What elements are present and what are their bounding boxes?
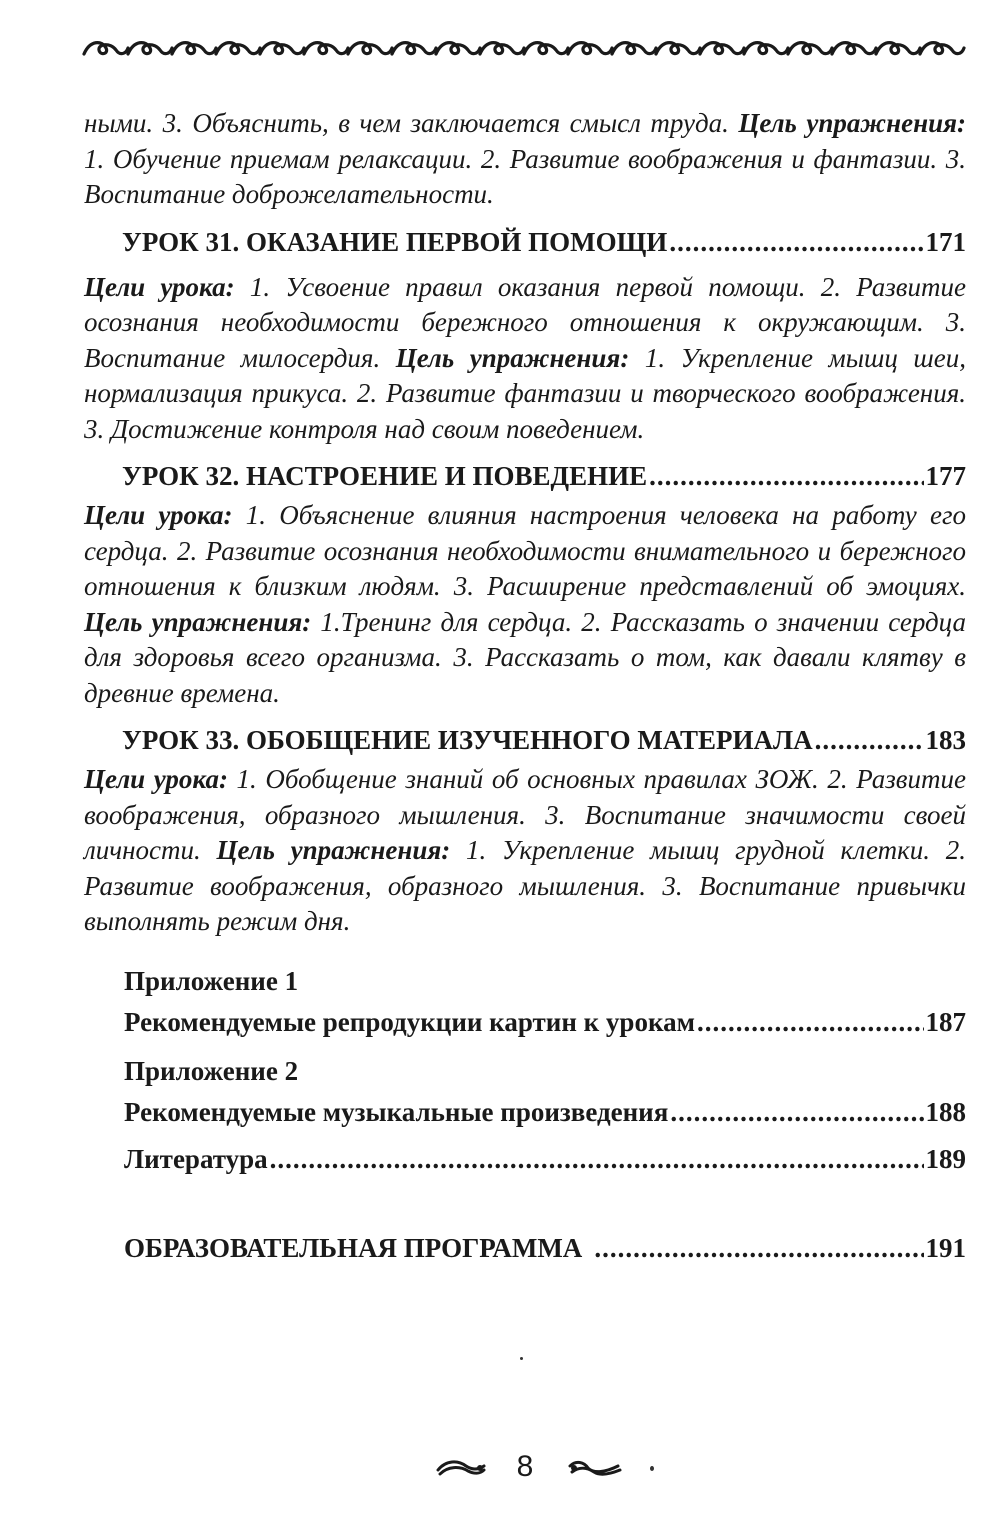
lesson-32-title: УРОК 32. НАСТРОЕНИЕ И ПОВЕДЕНИЕ [122,461,648,491]
lesson-31-goals-text: 1. Усвоение правил оказания первой помощи. 2. Развитие осознания необходимости бережного отношения к окружающим. 3. Воспитание милосердия. [84,271,966,373]
left-flourish-icon [436,1456,486,1480]
toc-entry-appendix-2[interactable] [84,1095,966,1130]
lesson-32-exercise-text: 1.Тренинг для сердца. 2. Рассказать о значении сердца для здоровья всего организма. 3. Рассказать о том, как давали клятву в древние времена. [84,606,966,708]
lesson-32-page: 177 [925,461,966,491]
swirl-segment [656,43,700,54]
intro-text-2: 1. Обучение приемам релаксации. 2. Развитие воображения и фантазии. 3. Воспитание доброжелательности. [84,143,966,209]
program-title: ОБРАЗОВАТЕЛЬНАЯ ПРОГРАММА [124,1232,583,1263]
lesson-33-goals-label: Цели урока: [84,764,228,794]
swirl-segment [172,43,216,54]
lesson-33-description [84,762,966,940]
appendix-1-heading: Приложение 1 [124,965,299,996]
lesson-31-title: УРОК 31. ОКАЗАНИЕ ПЕРВОЙ ПОМОЩИ [122,226,668,257]
toc-entry-program[interactable] [84,1231,966,1266]
appendix-2-heading: Приложение 2 [124,1055,299,1086]
lesson-32-description [84,498,966,711]
lesson-33-page: 183 [925,725,966,755]
page-footer [0,1450,1000,1490]
lesson-33-exercise-text: 1. Укрепление мышц грудной клетки. 2. Развитие воображения, образного мышления. 3. Воспитание привычки выполнять режим дня. [84,835,967,936]
page-number: 8 [516,1450,534,1483]
program-page: 191 [925,1232,966,1263]
swirl-segment [216,43,260,54]
dot-leader [697,1005,924,1040]
toc-entry-lesson-33[interactable] [84,723,966,758]
swirl-segment [920,43,964,54]
swirl-segment [480,43,524,54]
lesson-31-exercise-label: Цель упражнения: [395,342,630,373]
swirl-segment [744,43,788,54]
dot-leader [649,459,923,494]
appendix-2-page: 188 [925,1096,966,1127]
swirl-segment [524,43,568,54]
lesson-32-exercise-label: Цель упражнения: [84,606,312,637]
dot-leader [670,1095,923,1130]
dot-leader [594,1231,923,1266]
lesson-31-page: 171 [925,226,966,257]
toc-entry-lesson-32[interactable] [84,459,966,494]
table-of-contents [84,106,966,1266]
right-flourish-icon [566,1456,624,1480]
print-speck [650,1466,654,1471]
swirl-segment [304,43,348,54]
lesson-33-title: УРОК 33. ОБОБЩЕНИЕ ИЗУЧЕННОГО МАТЕРИАЛА [122,725,813,755]
swirl-segment [568,43,612,54]
intro-paragraph [84,106,966,213]
lesson-31-description [84,270,966,448]
lesson-33-exercise-label: Цель упражнения: [216,835,451,865]
literature-title: Литература [124,1143,268,1174]
lesson-32-goals-label: Цели урока: [84,500,233,530]
swirl-segment [700,43,744,54]
swirl-segment [832,43,876,54]
lesson-32-goals-text: 1. Объяснение влияния настроения человека на работу его сердца. 2. Развитие осознания необходимости внимательного и бережного отношения к близким людям. 3. Расширение представлений об эмоциях. [84,500,966,601]
swirl-segment [84,43,128,54]
lesson-31-goals-label: Цели урока: [84,271,235,302]
swirl-segment [876,43,920,54]
dot-leader [270,1142,924,1177]
toc-entry-appendix-1[interactable] [84,1005,966,1040]
swirl-segment [348,43,392,54]
appendix-1-title: Рекомендуемые репродукции картин к урокам [124,1006,695,1037]
dot-leader [815,723,924,758]
swirl-segment [260,43,304,54]
lesson-33-goals-text: 1. Обобщение знаний об основных правилах ЗОЖ. 2. Развитие воображения, образного мышления. 3. Воспитание значимости своей личности. [84,764,966,865]
lesson-31-exercise-text: 1. Укрепление мышц шеи, нормализация прикуса. 2. Развитие фантазии и творческого воображения. 3. Достижение контроля над своим поведением. [84,342,966,444]
toc-entry-lesson-31[interactable] [84,225,966,260]
swirl-segment [392,43,436,54]
appendix-2-title: Рекомендуемые музыкальные произведения [124,1096,669,1127]
swirl-segment [436,43,480,54]
swirl-segment [612,43,656,54]
swirl-segment [788,43,832,54]
print-speck [520,1357,523,1360]
dot-leader [669,225,923,260]
decorative-swirl-border-icon [82,34,968,62]
swirl-segment [128,43,172,54]
appendix-1-page: 187 [925,1006,966,1037]
intro-text-1: ными. 3. Объяснить, в чем заключается смысл труда. [84,108,739,138]
intro-exercise-label: Цель упражнения: [738,108,966,138]
toc-entry-literature[interactable] [84,1142,966,1177]
literature-page: 189 [925,1143,966,1174]
